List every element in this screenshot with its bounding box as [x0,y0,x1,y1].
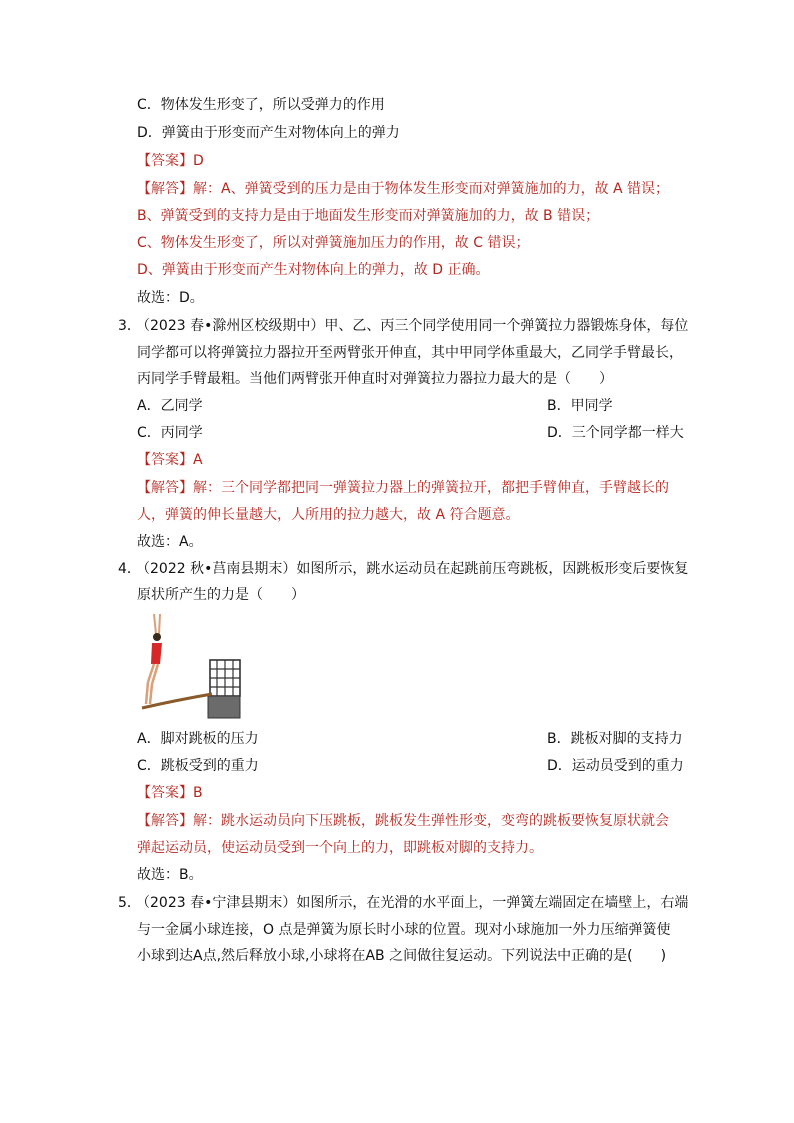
q3-analysis-line-1 [137,478,669,498]
q3-analysis-line-2: 人，弹簧的伸长量越大，人所用的拉力越大，故 A 符合题意。 [137,507,520,523]
answer-tag: 【答案】 [137,153,193,169]
q3-stem-line-1 [118,316,688,336]
board-base [208,696,240,718]
q4-option-a: A．脚对跳板的压力 [137,731,259,747]
diver-illustration [132,612,244,722]
q2-analysis-line-2: B、弹簧受到的支持力是由于地面发生形变而对弹簧施加的力，故 B 错误； [137,208,600,224]
q3-stem-line-2: 同学都可以将弹簧拉力器拉开至两臂张开伸直，其中甲同学体重最大，乙同学手臂最长， [137,345,683,361]
question-number: 4． [118,561,141,577]
analysis-text: 解：跳水运动员向下压跳板，跳板发生弹性形变，变弯的跳板要恢复原状就会 [193,813,669,829]
q3-option-c: C．丙同学 [137,425,203,441]
q4-analysis-line-1 [137,811,669,831]
q5-stem-line-2: 与一金属小球连接，O 点是弹簧为原长时小球的位置。现对小球施加一外力压缩弹簧使 [137,922,671,938]
q4-answer [137,783,203,803]
diver-suit [151,643,162,664]
q3-option-b: B．甲同学 [547,398,613,414]
stem-text: （2023 春•滁州区校级期中）甲、乙、丙三个同学使用同一个弹簧拉力器锻炼身体，每位 [136,318,689,334]
q2-analysis-line-1 [137,179,669,199]
diver-head [153,633,161,641]
q3-options-row-1 [137,396,613,416]
q2-option-d: D．弹簧由于形变而产生对物体向上的弹力 [137,125,400,141]
q3-answer [137,450,203,470]
q5-stem-line-3: 小球到达A点,然后释放小球,小球将在AB 之间做往复运动。下列说法中正确的是( ) [137,948,667,964]
q2-analysis-line-4: D、弹簧由于形变而产生对物体向上的弹力，故 D 正确。 [137,262,490,278]
q3-option-a: A．乙同学 [137,398,203,414]
answer-value: D [193,153,204,169]
q3-choice: 故选：A。 [137,534,203,550]
question-number: 5． [118,895,141,911]
question-number: 3． [118,318,141,334]
analysis-tag: 【解答】 [137,181,193,197]
q4-option-b: B．跳板对脚的支持力 [547,731,683,747]
answer-tag: 【答案】 [137,452,193,468]
springboard [142,694,212,708]
answer-value: B [193,785,203,801]
q4-option-c: C．跳板受到的重力 [137,758,259,774]
diver-springboard-figure [132,612,244,722]
q4-analysis-line-2: 弹起运动员，使运动员受到一个向上的力，即跳板对脚的支持力。 [137,840,543,856]
q3-stem-line-3: 丙同学手臂最粗。当他们两臂张开伸直时对弹簧拉力器拉力最大的是（ ） [137,371,613,387]
q3-options-row-2 [137,423,684,443]
stem-text: （2022 秋•莒南县期末）如图所示，跳水运动员在起跳前压弯跳板，因跳板形变后要恢复 [136,561,689,577]
q5-stem-line-1 [118,893,688,913]
answer-tag: 【答案】 [137,785,193,801]
q2-answer [137,151,204,171]
analysis-tag: 【解答】 [137,480,193,496]
q2-analysis-line-3: C、物体发生形变了，所以对弹簧施加压力的作用，故 C 错误； [137,235,530,251]
q4-options-row-1 [137,729,683,749]
q2-choice: 故选：D。 [137,290,204,306]
q4-stem-line-1 [118,559,688,579]
q2-option-c: C．物体发生形变了，所以受弹力的作用 [137,97,385,113]
answer-value: A [193,452,203,468]
analysis-text: 解：A、弹簧受到的压力是由于物体发生形变而对弹簧施加的力，故 A 错误； [193,181,670,197]
analysis-text: 解：三个同学都把同一弹簧拉力器上的弹簧拉开，都把手臂伸直，手臂越长的 [193,480,669,496]
stem-text: （2023 春•宁津县期末）如图所示，在光滑的水平面上，一弹簧左端固定在墙壁上，右端 [136,895,689,911]
q3-option-d: D．三个同学都一样大 [547,425,684,441]
q4-option-d: D．运动员受到的重力 [547,758,684,774]
q4-choice: 故选：B。 [137,867,203,883]
q4-options-row-2 [137,756,684,776]
q4-stem-line-2: 原状所产生的力是（ ） [137,587,305,603]
analysis-tag: 【解答】 [137,813,193,829]
